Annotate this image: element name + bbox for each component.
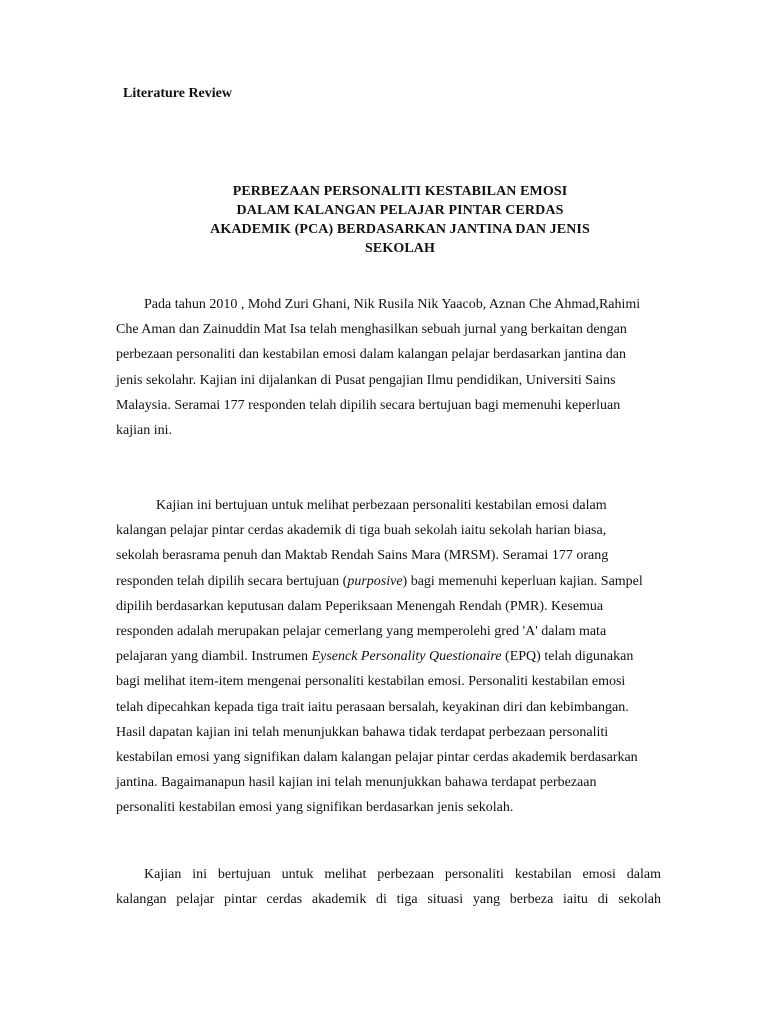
italic-term: purposive (347, 573, 403, 589)
paragraph-line (116, 644, 661, 669)
paragraph-line: kalangan pelajar pintar cerdas akademik di tiga buah sekolah iaitu sekolah harian biasa, (116, 523, 607, 539)
paragraph-line (116, 569, 661, 594)
paragraph-line: dipilih berdasarkan keputusan dalam Peperiksaan Menengah Rendah (PMR). Kesemua (116, 598, 604, 614)
text-segment: responden telah dipilih secara bertujuan ( (116, 573, 348, 589)
text-segment: (EPQ) telah digunakan (501, 649, 634, 665)
paragraph-line: sekolah berasrama penuh dan Maktab Rendah Sains Mara (MRSM). Seramai 177 orang (116, 548, 609, 564)
paragraph-3 (116, 862, 661, 912)
paragraph-line: kestabilan emosi yang signifikan dalam kalangan pelajar pintar cerdas akademik berdasarkan (116, 750, 638, 766)
title-line: DALAM KALANGAN PELAJAR PINTAR CERDAS (236, 203, 564, 218)
paragraph-line: Pada tahun 2010 , Mohd Zuri Ghani, Nik Rusila Nik Yaacob, Aznan Che Ahmad,Rahimi (144, 297, 641, 312)
paragraph-line: personaliti kestabilan emosi yang signifikan berdasarkan jenis sekolah. (116, 800, 514, 816)
title-line: SEKOLAH (365, 241, 435, 256)
paragraph-line: bagi melihat item-item mengenai personaliti kestabilan emosi. Personaliti kestabilan emosi (116, 674, 626, 690)
section-heading: Literature Review (123, 86, 232, 101)
paragraph-line: Kajian ini bertujuan untuk melihat perbezaan personaliti kestabilan emosi dalam (156, 498, 607, 513)
title-line: PERBEZAAN PERSONALITI KESTABILAN EMOSI (232, 184, 568, 199)
paragraph-line: kalangan pelajar pintar cerdas akademik di tiga situasi yang berbeza iaitu di sekolah (116, 892, 661, 908)
paragraph-line: Che Aman dan Zainuddin Mat Isa telah menghasilkan sebuah jurnal yang berkaitan dengan (116, 322, 627, 338)
paragraph-line: kajian ini. (116, 423, 172, 439)
paragraph-line: Kajian ini bertujuan untuk melihat perbezaan personaliti kestabilan emosi dalam (144, 867, 661, 882)
paragraph-line: telah dipecahkan kepada tiga trait iaitu perasaan bersalah, keyakinan diri dan kebimbangan. (116, 699, 629, 715)
paragraph-2 (116, 493, 661, 821)
paragraph-line: Hasil dapatan kajian ini telah menunjukkan bahawa tidak terdapat perbezaan personaliti (116, 724, 609, 740)
text-segment: ) bagi memenuhi keperluan kajian. Sampel (402, 573, 643, 589)
italic-term: Eysenck Personality Questionaire (311, 649, 502, 665)
text-segment: pelajaran yang diambil. Instrumen (116, 649, 312, 665)
paragraph-line: responden adalah merupakan pelajar cemerlang yang memperolehi gred 'A' dalam mata (116, 624, 607, 640)
title-line: AKADEMIK (PCA) BERDASARKAN JANTINA DAN JENIS (210, 222, 590, 237)
paragraph-line: Malaysia. Seramai 177 responden telah dipilih secara bertujuan bagi memenuhi keperluan (116, 397, 621, 413)
document-title (120, 182, 680, 258)
paragraph-line: jantina. Bagaimanapun hasil kajian ini telah menunjukkan bahawa terdapat perbezaan (116, 775, 597, 791)
paragraph-line: perbezaan personaliti dan kestabilan emosi dalam kalangan pelajar berdasarkan jantina dan (116, 347, 627, 363)
paragraph-1 (116, 292, 661, 443)
paragraph-line: jenis sekolahr. Kajian ini dijalankan di Pusat pengajian Ilmu pendidikan, Universiti Sains (116, 372, 616, 388)
